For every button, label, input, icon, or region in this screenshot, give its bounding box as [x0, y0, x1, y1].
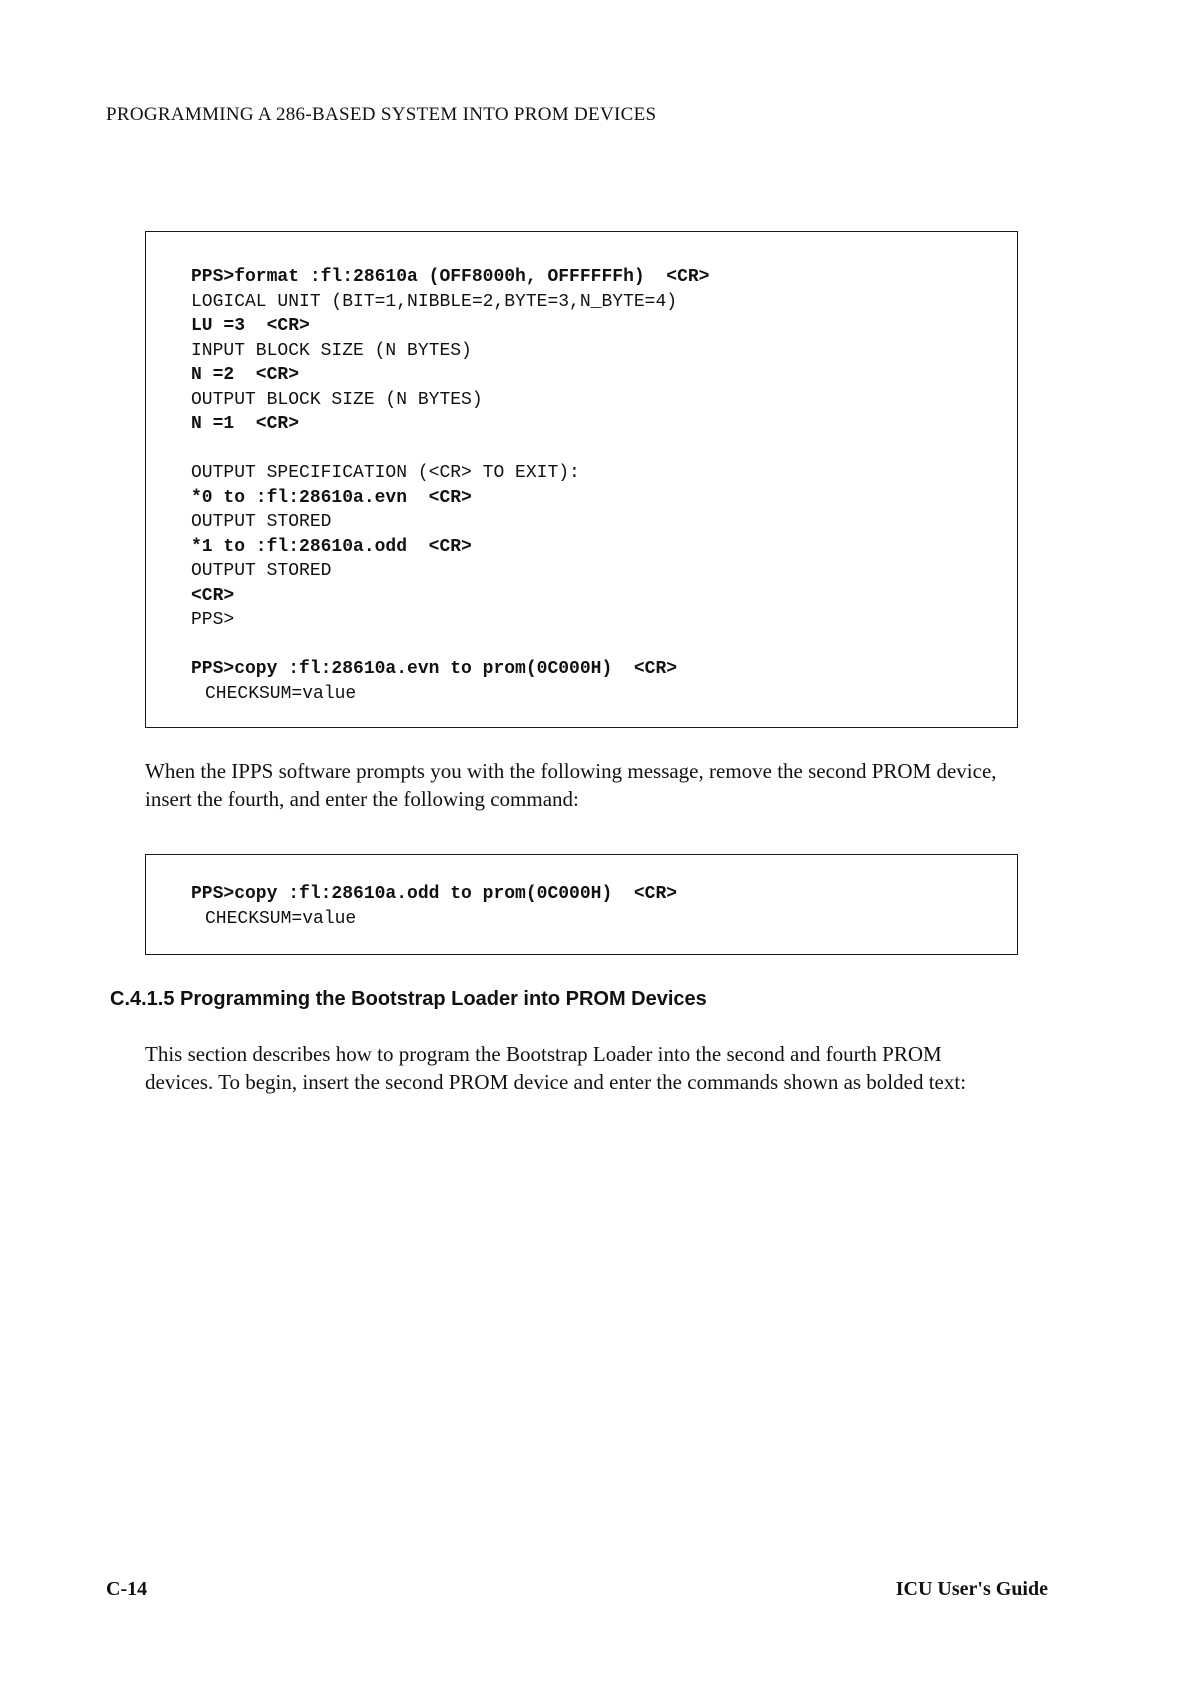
output-line: INPUT BLOCK SIZE (N BYTES)	[191, 340, 472, 361]
section-paragraph: This section describes how to program the Bootstrap Loader into the second and fourth PROM devices. To begin, insert the second PROM device and enter the commands shown as bolded text:	[145, 1042, 967, 1094]
instruction-paragraph: When the IPPS software prompts you with the following message, remove the second PROM device, insert the fourth, and enter the following command:	[145, 759, 997, 811]
output-line: CHECKSUM=value	[205, 908, 357, 929]
output-line: LOGICAL UNIT (BIT=1,NIBBLE=2,BYTE=3,N_BYTE=4)	[191, 291, 678, 312]
output-line: PPS>	[191, 610, 235, 630]
output-line: OUTPUT SPECIFICATION (<CR> TO EXIT):	[191, 463, 580, 483]
code-block-copy-odd	[145, 854, 1018, 955]
command-line: PPS>copy :fl:28610a.odd to prom(0C000H) <CR>	[191, 884, 678, 904]
command-line: *0 to :fl:28610a.evn <CR>	[191, 487, 472, 508]
command-line: <CR>	[191, 585, 235, 606]
command-line: LU =3 <CR>	[191, 316, 310, 336]
code-block-format-session	[145, 231, 1018, 728]
command-line: *1 to :fl:28610a.odd <CR>	[191, 536, 472, 557]
page-number: C-14	[106, 1578, 148, 1600]
command-line: N =1 <CR>	[191, 414, 300, 434]
blank-line	[191, 633, 709, 658]
output-line: OUTPUT STORED	[191, 561, 332, 581]
command-line: PPS>copy :fl:28610a.evn to prom(0C000H) <CR>	[191, 659, 678, 679]
command-line: N =2 <CR>	[191, 365, 300, 385]
output-line: CHECKSUM=value	[205, 683, 357, 704]
code-lines	[191, 882, 677, 931]
command-line: PPS>format :fl:28610a (OFF8000h, OFFFFFFh) <CR>	[191, 267, 710, 287]
code-lines	[191, 265, 709, 706]
section-heading: C.4.1.5 Programming the Bootstrap Loader into PROM Devices	[110, 988, 707, 1010]
running-header: PROGRAMMING A 286-BASED SYSTEM INTO PROM DEVICES	[106, 104, 657, 125]
output-line: OUTPUT STORED	[191, 512, 332, 532]
guide-title: ICU User's Guide	[895, 1578, 1048, 1600]
output-line: OUTPUT BLOCK SIZE (N BYTES)	[191, 389, 483, 410]
blank-line	[191, 437, 709, 462]
